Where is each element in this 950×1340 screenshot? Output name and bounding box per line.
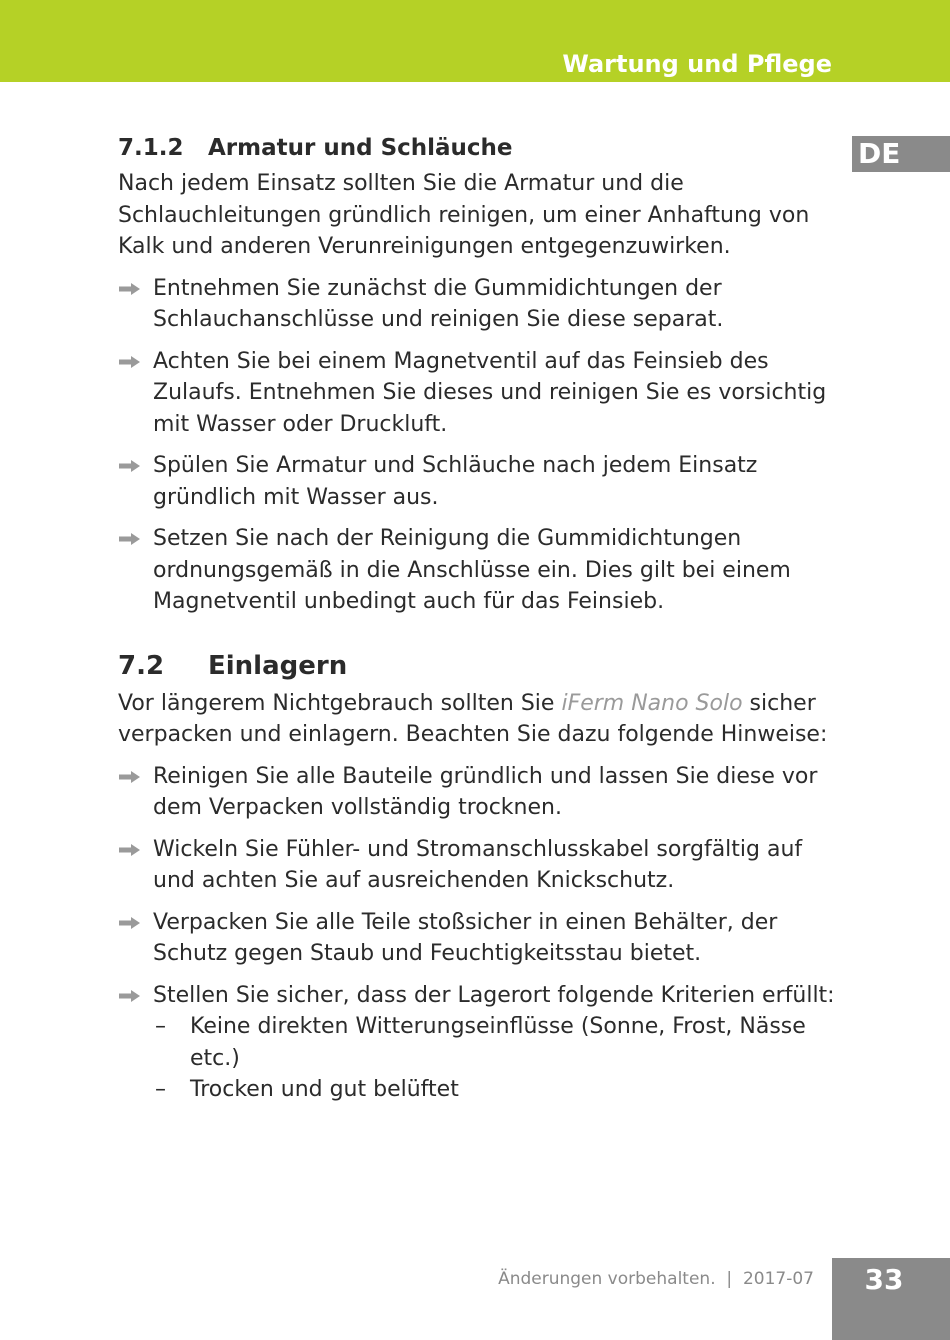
- list-item: [118, 450, 838, 513]
- list-item-text: Reinigen Sie alle Bauteile gründlich und lassen Sie diese vor dem Verpacken vollständig trocknen.: [153, 763, 818, 820]
- arrow-right-icon: [119, 283, 140, 295]
- list-item: [118, 346, 838, 441]
- page-content: [118, 132, 838, 1116]
- product-name: iFerm Nano Solo: [561, 690, 743, 716]
- header-title: Wartung und Pflege: [562, 50, 832, 78]
- section-heading: [118, 648, 838, 684]
- list-item: [118, 834, 838, 897]
- arrow-right-icon: [119, 917, 140, 929]
- dash-icon: –: [155, 1014, 166, 1039]
- subsection-step-list: [118, 273, 838, 618]
- list-item-text: Stellen Sie sicher, dass der Lagerort folgende Kriterien erfüllt:: [153, 982, 835, 1008]
- footer-separator: |: [726, 1269, 733, 1289]
- arrow-right-icon: [119, 356, 140, 368]
- list-item: [118, 907, 838, 970]
- list-item: [118, 980, 838, 1106]
- criteria-item: [153, 1011, 838, 1074]
- list-item: [118, 761, 838, 824]
- subsection-number: 7.1.2: [118, 135, 184, 161]
- footer-date: 2017-07: [742, 1269, 814, 1289]
- footer-note-text: Änderungen vorbehalten.: [498, 1269, 716, 1289]
- list-item-text: Setzen Sie nach der Reinigung die Gummidichtungen ordnungsgemäß in die Anschlüsse ein. Dies gilt bei einem Magnetventil unbedingt auch für das Feinsieb.: [153, 526, 791, 614]
- list-item-text: Achten Sie bei einem Magnetventil auf das Feinsieb des Zulaufs. Entnehmen Sie dieses und reinigen Sie es vorsichtig mit Wasser oder Druckluft.: [153, 348, 827, 437]
- criteria-text: Keine direkten Witterungseinflüsse (Sonne, Frost, Nässe etc.): [190, 1014, 806, 1071]
- arrow-right-icon: [119, 771, 140, 783]
- section-intro-start: Vor längerem Nichtgebrauch sollten Sie: [118, 690, 562, 716]
- subsection-intro: Nach jedem Einsatz sollten Sie die Armatur und die Schlauchleitungen gründlich reinigen, um einer Anhaftung von Kalk und anderen Verunreinigungen entgegenzuwirken.: [118, 171, 810, 259]
- language-tab: DE: [852, 136, 950, 172]
- list-item: [118, 523, 838, 618]
- section-number: 7.2: [118, 650, 165, 681]
- arrow-right-icon: [119, 990, 140, 1002]
- criteria-list: [153, 1011, 838, 1106]
- subsection-heading: [118, 132, 838, 164]
- list-item: [118, 273, 838, 336]
- list-item-text: Spülen Sie Armatur und Schläuche nach jedem Einsatz gründlich mit Wasser aus.: [153, 453, 758, 510]
- arrow-right-icon: [119, 533, 140, 545]
- subsection-title: Armatur und Schläuche: [208, 135, 513, 161]
- section-step-list: [118, 761, 838, 1106]
- criteria-text: Trocken und gut belüftet: [190, 1077, 459, 1102]
- dash-icon: –: [155, 1077, 166, 1102]
- arrow-right-icon: [119, 460, 140, 472]
- list-item-text: Wickeln Sie Fühler- und Stromanschlusskabel sorgfältig auf und achten Sie auf ausreichenden Knickschutz.: [153, 836, 803, 893]
- section-intro-end: sicher verpacken und einlagern. Beachten Sie dazu folgende Hinweise:: [118, 690, 828, 747]
- section-title: Einlagern: [208, 650, 348, 681]
- list-item-text: Verpacken Sie alle Teile stoßsicher in einen Behälter, der Schutz gegen Staub und Feuchtigkeitsstau bietet.: [153, 909, 778, 966]
- page-number: 33: [832, 1258, 950, 1340]
- criteria-item: [153, 1074, 838, 1106]
- list-item-text: Entnehmen Sie zunächst die Gummidichtungen der Schlauchanschlüsse und reinigen Sie diese separat.: [153, 275, 724, 332]
- arrow-right-icon: [119, 844, 140, 856]
- footer-note: [498, 1268, 814, 1290]
- section-intro: [118, 688, 838, 751]
